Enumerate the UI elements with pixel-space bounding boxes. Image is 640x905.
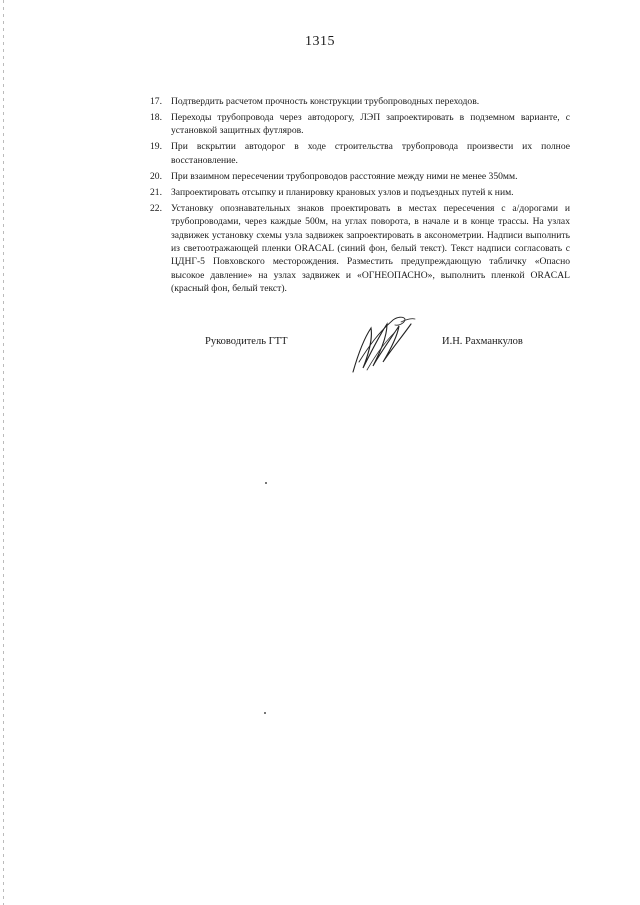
item-number: 22. xyxy=(150,202,162,214)
list-item xyxy=(150,111,570,138)
item-number: 18. xyxy=(150,112,162,123)
handwritten-signature xyxy=(345,310,420,375)
requirements-list xyxy=(150,95,570,298)
signer-name: И.Н. Рахманкулов xyxy=(442,336,523,347)
list-item xyxy=(150,95,570,108)
scan-edge xyxy=(3,0,4,905)
item-text: Установку опознавательных знаков проектировать в местах пересечения с а/дорогами и трубопроводами, через каждые 500м, на углах поворота, в начале и в конце трассы. На узлах задвижек установку схемы узла задвижек запроектировать в аксонометрии. Надписи выполнить из светоотражающей пленки ORACAL (синий фон, белый текст). Текст надписи согласовать с ЦДНГ-5 Повховского месторождения. Разместить предупреждающую табличку «Опасно высокое давление» на узлах задвижек и «ОГНЕОПАСНО», выполнить пленкой ORACAL (красный фон, белый текст). xyxy=(171,202,570,295)
item-number: 17. xyxy=(150,96,162,107)
item-text: При вскрытии автодорог в ходе строительства трубопровода произвести их полное восстановление. xyxy=(171,141,570,166)
item-text: Переходы трубопровода через автодорогу, ЛЭП запроектировать в подземном варианте, с установкой защитных футляров. xyxy=(171,112,570,137)
item-number: 21. xyxy=(150,186,162,198)
page-number: 1315 xyxy=(305,34,335,49)
scan-speck xyxy=(264,712,266,714)
signer-role: Руководитель ГТТ xyxy=(205,336,288,347)
item-number: 20. xyxy=(150,170,162,182)
list-item xyxy=(150,202,570,296)
item-text: При взаимном пересечении трубопроводов расстояние между ними не менее 350мм. xyxy=(171,170,518,182)
item-number: 19. xyxy=(150,141,162,153)
list-item xyxy=(150,140,570,167)
list-item xyxy=(150,170,570,183)
item-text: Запроектировать отсыпку и планировку крановых узлов и подъездных путей к ним. xyxy=(171,186,514,198)
scan-speck xyxy=(265,482,267,484)
item-text: Подтвердить расчетом прочность конструкции трубопроводных переходов. xyxy=(171,96,480,107)
list-item xyxy=(150,186,570,199)
